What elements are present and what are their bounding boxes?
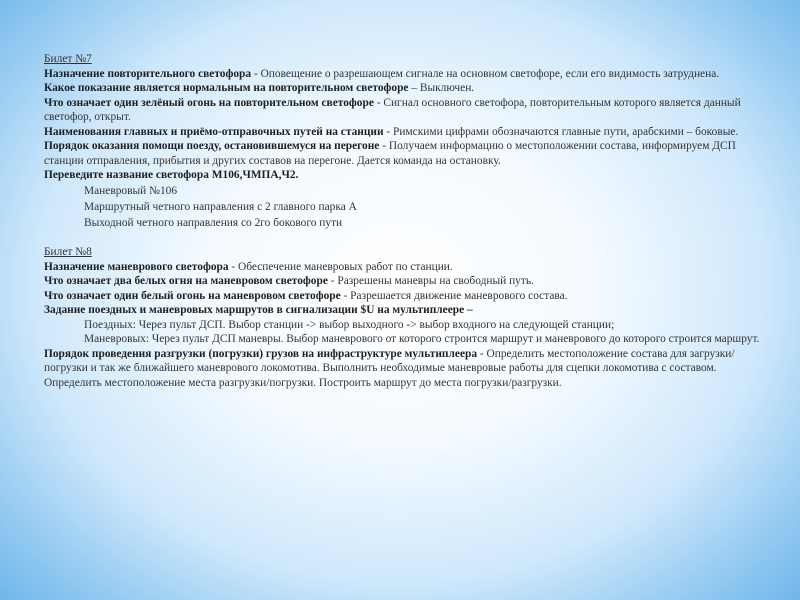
question: Что означает один зелёный огонь на повторительном светофоре <box>44 96 374 109</box>
question: Что означает один белый огонь на маневровом светофоре <box>44 289 341 302</box>
question: Порядок проведения разгрузки (погрузки) грузов на инфраструктуре мультиплеера <box>44 347 478 360</box>
signal-answer-3: Выходной четного направления со 2го бокового пути <box>84 216 343 229</box>
ticket-8-item-2 <box>44 274 764 289</box>
ticket-8-item-1 <box>44 260 764 275</box>
ticket-7-item-6 <box>44 168 764 183</box>
answer: - Разрешается движение маневрового состава. <box>340 289 568 302</box>
ticket-8-item-5 <box>44 347 764 391</box>
ticket-7-item-4 <box>44 125 764 140</box>
question: Наименования главных и приёмо-отправочных путей на станции <box>44 125 384 138</box>
question: Назначение маневрового светофора <box>44 260 229 273</box>
answer: - Определить местоположение состава для загрузки/погрузки и так же ближайшего маневрового локомотива. Выполнить необходимые маневровые работы для сцепки локомотива с составом. Определить местоположение места разгрузки/погрузки. Построить маршрут до места погрузки/разгрузки. <box>44 347 735 389</box>
question: Переведите название светофора М106,ЧМПА,Ч2. <box>44 169 299 181</box>
slide-content <box>44 52 764 390</box>
question: Задание поездных и маневровых маршрутов в сигнализации $U на мультиплеере – <box>44 304 473 316</box>
ticket-8-title: Билет №8 <box>44 246 92 258</box>
spacer <box>44 231 764 246</box>
signal-answer-1: Маневровый №106 <box>84 184 178 197</box>
ticket-7-title: Билет №7 <box>44 53 92 65</box>
answer: - Оповещение о разрешающем сигнале на основном светофоре, если его видимость затруднена. <box>251 67 720 80</box>
route-train: Поездных: Через пульт ДСП. Выбор станции -> выбор выходного -> выбор входного на следующей станции; <box>84 318 615 331</box>
answer: - Обеспечение маневровых работ по станции. <box>228 260 453 273</box>
question: Какое показание является нормальным на повторительном светофоре <box>44 82 409 94</box>
route-shunting: Маневровых: Через пульт ДСП маневры. Выбор маневрового от которого строится маршрут и маневрового до которого строится маршрут. <box>84 333 760 345</box>
ticket-7-item-1 <box>44 67 764 82</box>
signal-answer-2: Маршрутный четного направления с 2 главного парка А <box>84 200 357 213</box>
answer: - Получаем информацию о местоположении состава, информируем ДСП станции отправления, прибытия и других составов на перегоне. Дается команда на остановку. <box>44 140 736 167</box>
answer: – Выключен. <box>408 82 475 94</box>
question: Порядок оказания помощи поезду, остановившемуся на перегоне <box>44 140 380 152</box>
question: Что означает два белых огня на маневровом светофоре <box>44 275 328 287</box>
ticket-8-item-3 <box>44 289 764 304</box>
ticket-7-item-5 <box>44 139 764 168</box>
answer: - Римскими цифрами обозначаются главные пути, арабскими – боковые. <box>383 125 739 138</box>
answer: - Сигнал основного светофора, повторительным которого является данный светофор, открыт. <box>44 96 741 123</box>
ticket-7-item-2 <box>44 81 764 96</box>
ticket-7-item-3 <box>44 96 764 125</box>
answer: - Разрешены маневры на свободный путь. <box>327 275 534 287</box>
ticket-8-item-4 <box>44 303 764 318</box>
question: Назначение повторительного светофора <box>44 67 252 80</box>
